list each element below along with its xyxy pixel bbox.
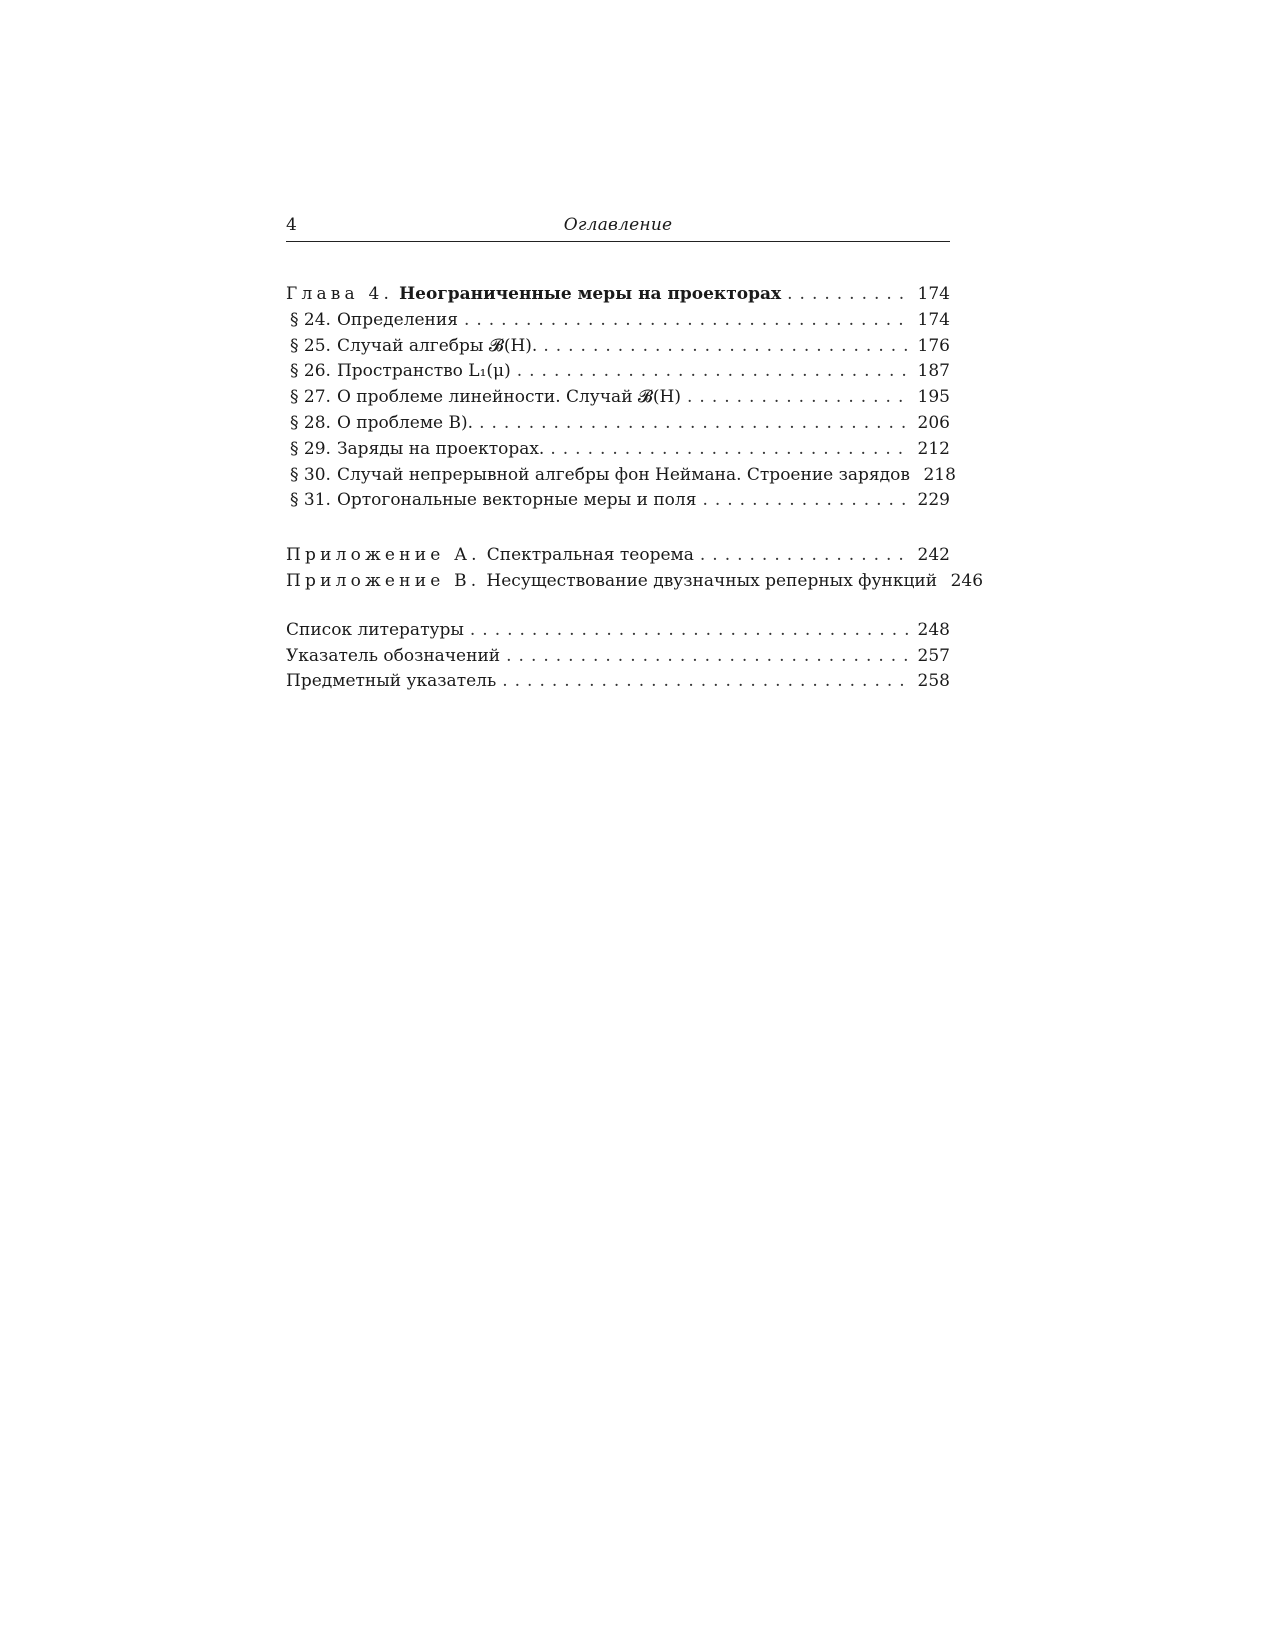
toc-entry-subject-index[interactable]: [286, 671, 950, 697]
toc-entry-section-30[interactable]: [286, 464, 956, 491]
back-matter-group: [286, 620, 950, 697]
section-title: Случай непрерывной алгебры фон Неймана. Строение зарядов: [336, 464, 910, 485]
section-title: О проблеме линейности. Случай 𝓑(H): [336, 387, 682, 408]
section-number: § 30.: [290, 464, 331, 485]
section-number: § 28.: [290, 412, 331, 433]
section-number: § 26.: [290, 361, 331, 382]
section-number: § 29.: [290, 438, 331, 459]
section-number: § 31.: [290, 490, 331, 511]
section-number: § 27.: [290, 387, 331, 408]
chapter-prefix: Глава 4.: [286, 284, 394, 304]
back-matter-title: Предметный указатель: [286, 671, 497, 692]
running-title: Оглавление: [563, 215, 673, 235]
page-ref: 206: [917, 412, 950, 433]
appendix-prefix: Приложение В.: [286, 570, 481, 591]
toc-entry-notation-index[interactable]: [286, 646, 950, 672]
page-ref: 248: [917, 619, 950, 640]
section-title: Случай алгебры 𝓑(H).: [336, 335, 538, 356]
running-head: [286, 213, 950, 242]
toc-entry-chapter-4[interactable]: [286, 284, 950, 310]
toc-entry-section-28[interactable]: [286, 413, 950, 439]
page-ref: 174: [917, 284, 950, 304]
section-number: § 25.: [290, 335, 331, 356]
page-ref: 242: [917, 545, 950, 566]
dot-leader: [700, 545, 910, 565]
page-content: [286, 213, 984, 697]
toc-entry-appendix-a[interactable]: [286, 545, 950, 571]
toc-entry-appendix-b[interactable]: [286, 570, 984, 597]
appendix-title: Несуществование двузначных реперных функций: [486, 570, 938, 591]
back-matter-title: Список литературы: [286, 619, 464, 640]
section-title: Заряды на проекторах.: [336, 438, 545, 459]
page-ref: 176: [917, 335, 950, 356]
page-ref: 257: [917, 645, 950, 666]
section-title: Определения: [336, 309, 458, 330]
page-ref: 174: [917, 309, 950, 330]
dot-leader: [479, 413, 910, 433]
page-ref: 218: [923, 464, 956, 485]
toc-entry-section-26[interactable]: [286, 361, 950, 387]
page-number: 4: [286, 215, 297, 235]
dot-leader: [517, 361, 910, 381]
dot-leader: [464, 310, 910, 330]
section-number: § 24.: [290, 309, 331, 330]
section-title: О проблеме В).: [336, 412, 474, 433]
appendix-prefix: Приложение А.: [286, 545, 481, 566]
toc-entry-section-29[interactable]: [286, 439, 950, 465]
chapter-title: Неограниченные меры на проекторах: [399, 284, 782, 304]
appendix-title: Спектральная теорема: [486, 545, 694, 566]
page-ref: 212: [917, 438, 950, 459]
toc-entry-section-31[interactable]: [286, 490, 950, 516]
back-matter-title: Указатель обозначений: [286, 645, 501, 666]
page-ref: 187: [917, 361, 950, 382]
dot-leader: [506, 646, 910, 666]
toc-entry-section-27[interactable]: [286, 387, 950, 413]
page-ref: 258: [917, 671, 950, 692]
toc-entry-bibliography[interactable]: [286, 620, 950, 646]
dot-leader: [687, 387, 910, 407]
page-ref: 246: [950, 570, 984, 591]
dot-leader: [502, 671, 910, 691]
dot-leader: [702, 490, 910, 510]
dot-leader: [543, 336, 910, 356]
appendix-group: [286, 545, 984, 597]
table-of-contents: [286, 284, 984, 697]
page-ref: 195: [917, 387, 950, 408]
toc-entry-section-24[interactable]: [286, 310, 950, 336]
dot-leader: [550, 439, 910, 459]
toc-entry-section-25[interactable]: [286, 336, 950, 362]
dot-leader: [470, 620, 910, 640]
dot-leader: [787, 284, 910, 304]
page-ref: 229: [917, 490, 950, 511]
chapter-group: [286, 284, 956, 516]
section-title: Пространство L₁(μ): [336, 361, 511, 382]
section-title: Ортогональные векторные меры и поля: [336, 490, 697, 511]
